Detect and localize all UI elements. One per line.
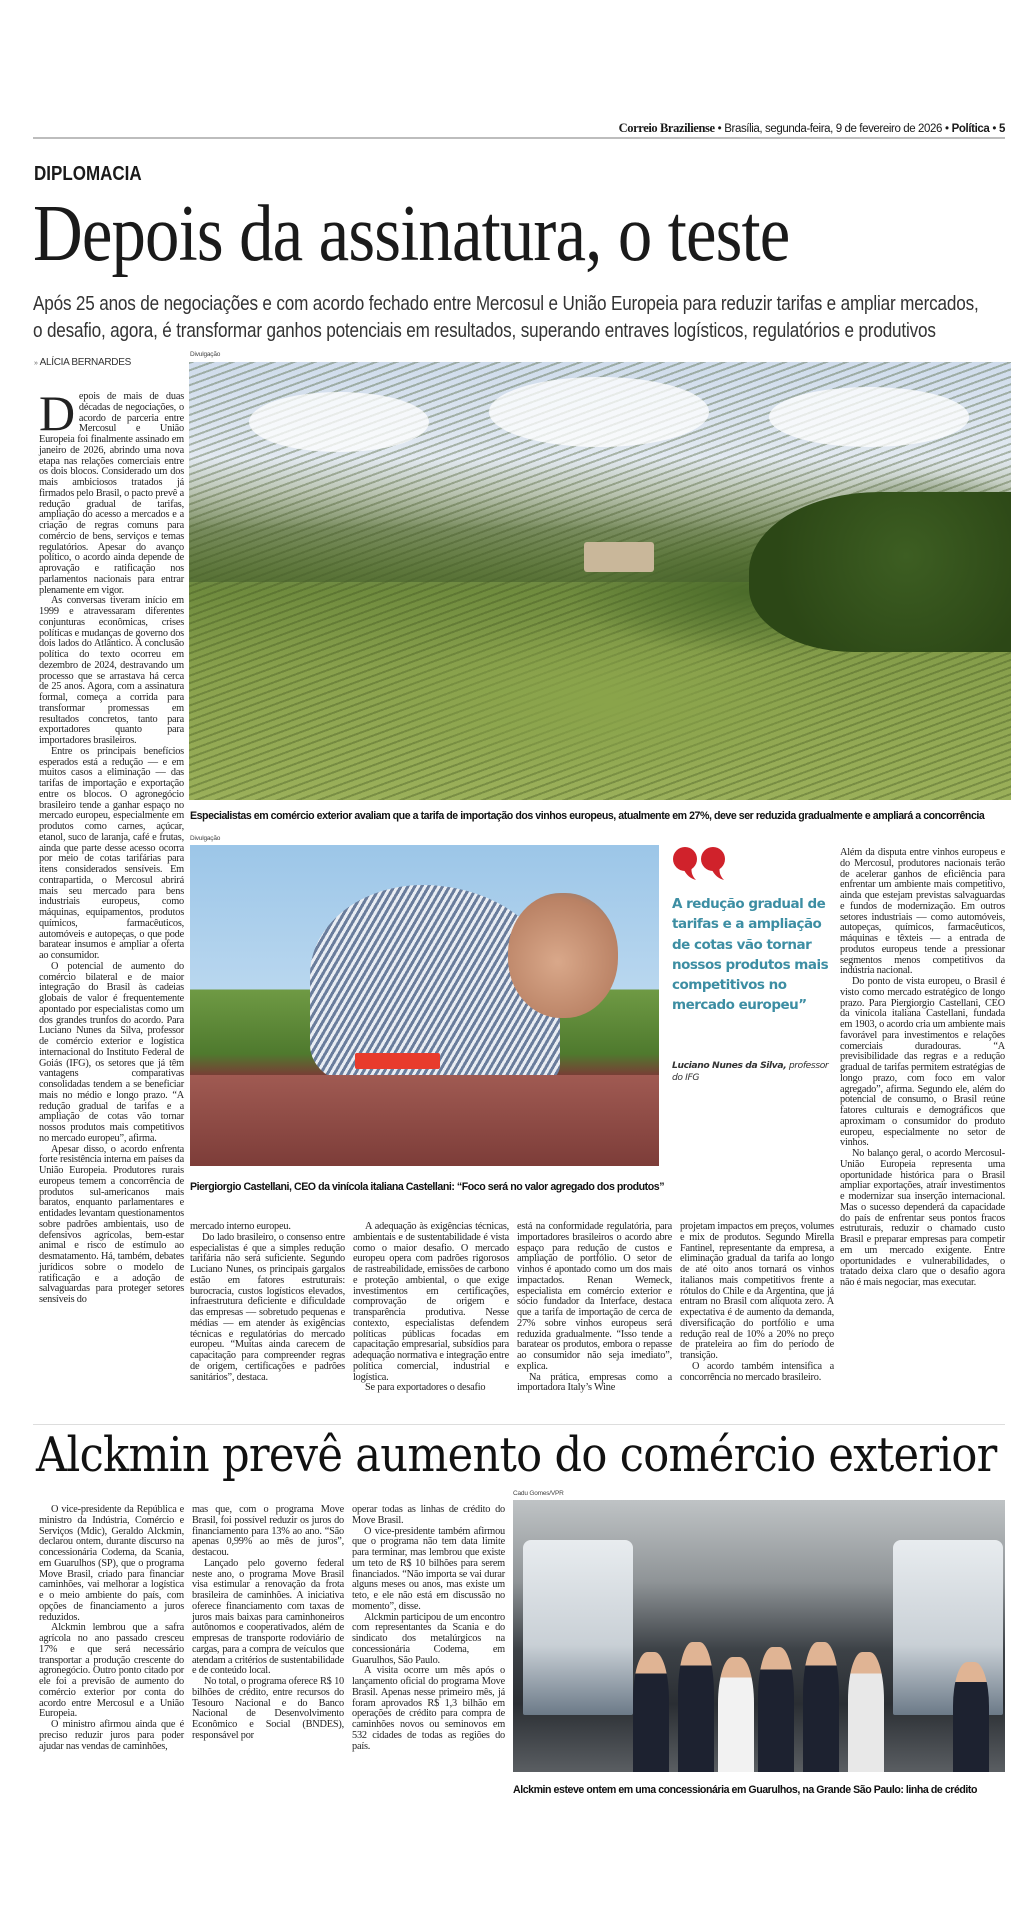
article-column (680, 1222, 834, 1415)
paragraph: mas que, com o programa Move Brasil, foi possível reduzir os juros do financiamento para 13% ao ano. “São apenas 0,99% ao mês de juros”, destacou. (192, 1504, 344, 1558)
paragraph: projetam impactos em preços, volumes e mix de produtos. Segundo Mirella Fantinel, representante da empresa, a eliminação gradual da tarifa ao longo de até oito anos tornará os vinhos italianos mais competitivos frente a rótulos do Chile e da Argentina, que já entram no Brasil com alíquota zero. A expectativa é de aumento da demanda, diversificação do portfólio e uma redução real de 10% a 20% no preço de prateleira ao fim do período de transição. (680, 1221, 834, 1361)
newspaper-name: Correio Braziliense (618, 121, 715, 135)
subheadline-line: Após 25 anos de negociações e com acordo fechado entre Mercosul e União Europeia para reduzir tarifas e ampliar mercados, (33, 292, 979, 315)
author-name: ALÍCIA BERNARDES (39, 357, 131, 368)
drop-cap: D (39, 385, 75, 441)
paragraph: O ministro afirmou ainda que é preciso reduzir juros para poder ajudar nas vendas de caminhões, (39, 1719, 184, 1752)
bullet: • (717, 123, 722, 135)
article-column (39, 1504, 184, 1752)
paragraph: O vice-presidente também afirmou que o programa não tem data limite para terminar, mas lembrou que existe um teto de R$ 10 bilhões para serem financiados. “Não importa se vai durar alguns meses ou anos, mas existe um teto, e ele não está em discussão no momento”, disse. (352, 1525, 505, 1612)
dateline: Brasília, segunda-feira, 9 de fevereiro de 2026 (724, 123, 943, 135)
paragraph: A visita ocorre um mês após o lançamento oficial do programa Move Brasil. Apenas nesse primeiro mês, já foram aprovados R$ 1,3 bilhão em operações de crédito para compra de caminhões novos ou seminovos em 532 cidades de todas as regiões do país. (352, 1665, 505, 1752)
quote-marks-icon (672, 846, 732, 882)
paragraph-text: epois de mais de duas décadas de negociações, o acordo de parceria entre Mercosul e União Europeia foi finalmente assinado em janeiro de 2026, abrindo uma nova etapa nas relações comerciais entre os dois blocos. Considerado um dos mais ambiciosos tratados já firmados pelo Brasil, o pacto prevê a redução gradual de tarifas, ampliação do acesso a mercados e a criação de regras comuns para comércio de bens, serviços e temas regulatórios. Apesar do avanço político, o acordo ainda depende de aprovação e ratificação nos parlamentos nacionais para entrar plenamente em vigor. (39, 391, 184, 596)
paragraph: Se para exportadores o desafio (365, 1382, 486, 1394)
section-kicker: DIPLOMACIA (34, 163, 142, 185)
article-column (353, 1222, 509, 1415)
section-name: Política (951, 123, 990, 135)
paragraph: O potencial de aumento do comércio bilateral e de maior integração do Brasil às cadeias globais de valor é frequentemente apontado por especialistas como um dos grandes trunfos do acordo. Para Luciano Nunes da Silva, professor de comércio exterior e logística internacional do Instituto Federal de Goiás (IFG), os setores que já têm vantagens comparativas consolidadas tendem a se beneficiar mais no médio e longo prazo. “A redução gradual de tarifas e a ampliação de cotas vão tornar nossos produtos mais competitivos no mercado europeu”, afirma. (39, 960, 184, 1144)
paragraph (39, 385, 184, 596)
paragraph: No total, o programa oferece R$ 10 bilhões de crédito, entre recursos do Tesouro Nacional e do Banco Nacional de Desenvolvimento Econômico e Social (BNDES), responsável por (192, 1676, 344, 1741)
quote-role: professor do IFG (672, 1060, 829, 1083)
header-rule (33, 137, 1005, 139)
byline-marker-icon: » (34, 360, 38, 367)
paragraph: operar todas as linhas de crédito do Move Brasil. (352, 1504, 505, 1526)
article-column (517, 1222, 672, 1415)
pull-quote-attribution (672, 1060, 832, 1084)
paragraph: As conversas tiveram início em 1999 e atravessaram diferentes conjunturas econômicas, crises políticas e mudanças de governo dos dois lados do Atlântico. A conclusão política do texto ocorreu em dezembro de 2024, destravando um processo que se arrastava há cerca de 25 anos. Agora, com a assinatura formal, começa a corrida para transformar promessas em resultados concretos, tanto para exportadores quanto para importadores brasileiros. (39, 595, 184, 746)
page-number: 5 (999, 123, 1005, 135)
paragraph: Além da disputa entre vinhos europeus e do Mercosul, produtores nacionais terão de acelerar ganhos de eficiência para enfrentar um ambiente mais competitivo, ainda que estejam previstas salvaguardas e fundos de modernização. Em outros setores industriais — como automóveis, autopeças, químicos, farmacêuticos, máquinas e têxteis — a entrada de produtos europeus tende a pressionar segmentos menos competitivos da indústria nacional. (840, 847, 1005, 977)
paragraph: A adequação às exigências técnicas, ambientais e de sustentabilidade é vista como o maior desafio. O mercado europeu opera com padrões rigorosos de rastreabilidade, emissões de carbono e proteção ambiental, o que exige investimentos em certificações, comprovação de origem e transparência produtiva. Nesse contexto, especialistas defendem políticas públicas focadas em capacitação empresarial, subsídios para adequação normativa e integração entre política comercial, industrial e logística. (353, 1221, 509, 1383)
paragraph: No balanço geral, o acordo Mercosul-União Europeia representa uma oportunidade histórica para o Brasil ampliar exportações, atrair investimentos e modernizar sua inserção internacional. Mas o sucesso dependerá da capacidade do país de enfrentar seus pontos fracos estruturais, reduzir o chamado custo Brasil e preparar empresas para competir em um mercado exigente. Entre oportunidades e vulnerabilidades, o tratado deixa claro que o desafio agora não é mais negociar, mas executar. (840, 1148, 1005, 1288)
article-column (192, 1504, 344, 1741)
byline (34, 357, 131, 368)
paragraph: O vice-presidente da República e ministro da Indústria, Comércio e Serviços (Mdic), Geraldo Alckmin, declarou ontem, durante discurso na concessionária Codema, da Scania, em Guarulhos (SP), que o programa Move Brasil, criado para financiar caminhões, vai melhorar a logística e o meio ambiente do país, com opções de financiamento a juros reduzidos. (39, 1504, 184, 1623)
article-column (840, 848, 1005, 1392)
paragraph: mercado interno europeu. (190, 1221, 291, 1232)
trucks-photo (513, 1500, 1005, 1772)
paragraph: Do lado brasileiro, o consenso entre especialistas é que a simples redução tarifária não será suficiente. Segundo Luciano Nunes, os principais gargalos estão em fatores estruturais: burocracia, custos logísticos elevados, infraestrutura deficiente e dificuldade das empresas — sobretudo pequenas e médias — em atender às exigências técnicas e regulatórias do mercado europeu. “Muitas ainda carecem de capacitação para compreender regras de origem, certificações e padrões sanitários”, destaca. (190, 1231, 345, 1383)
photo-caption: Especialistas em comércio exterior avaliam que a tarifa de importação dos vinhos europeus, atualmente em 27%, deve ser reduzida gradualmente e ampliará a concorrência (190, 810, 985, 822)
photo-credit: Divulgação (190, 351, 221, 358)
pull-quote: A redução gradual de tarifas e a ampliação de cotas vão tornar nossos produtos mais competitivos no mercado europeu” (672, 896, 829, 1014)
paragraph: Apesar disso, o acordo enfrenta forte resistência interna em países da União Europeia. Produtores rurais europeus temem a concorrência de produtos sul-americanos mais baratos, enquanto parlamentares e entidades levantam questionamentos sobre padrões ambientais, uso de defensivos agrícolas, bem-estar animal e risco de estímulo ao desmatamento. Há, também, debates jurídicos sobre o modelo de ratificação e a adoção de salvaguardas para proteger setores sensíveis do (39, 1143, 184, 1305)
paragraph: O acordo também intensifica a concorrência no mercado brasileiro. (680, 1360, 834, 1383)
photo-credit: Divulgação (190, 835, 221, 842)
photo-credit: Cadu Gomes/VPR (513, 1490, 564, 1497)
article-column (190, 1222, 345, 1415)
photo-caption: Piergiorgio Castellani, CEO da vinícola italiana Castellani: “Foco será no valor agregado dos produtos” (190, 1181, 665, 1193)
bullet: • (945, 123, 949, 135)
castellani-photo (190, 845, 659, 1166)
headline: Alckmin prevê aumento do comércio exterior (36, 1427, 997, 1483)
vineyard-photo (189, 362, 1011, 800)
paragraph: Na prática, empresas como a importadora Italy’s Wine (517, 1371, 672, 1394)
subheadline-line: o desafio, agora, é transformar ganhos potenciais em resultados, superando entraves logísticos, regulatórios e produtivos (33, 319, 936, 342)
article-column (352, 1504, 505, 1752)
paragraph: Do ponto de vista europeu, o Brasil é visto como mercado estratégico de longo prazo. Para Piergiorgio Castellani, CEO da vinícola italiana Castellani, fundada em 1903, o acordo cria um ambiente mais favorável para investimentos e relações comerciais duradouras. “A previsibilidade das regras e a redução gradual de tarifas permitem estratégias de longo prazo, com foco em valor agregado”, afirma. Segundo ele, além do potencial de consumo, o Brasil reúne fatores culturais e demográficos que aproximam o consumidor do produto europeu, especialmente no setor de vinhos. (840, 976, 1005, 1149)
subheadline (33, 290, 993, 344)
paragraph: Lançado pelo governo federal neste ano, o programa Move Brasil visa estimular a renovação da frota brasileira de caminhões. A iniciativa oferece financiamento com taxas de juros mais baixas para caminhoneiros autônomos e cooperativados, além de empresas de transporte rodoviário de cargas, para a compra de veículos que atendam a critérios de sustentabilidade e de conteúdo local. (192, 1557, 344, 1677)
paragraph: Alckmin lembrou que a safra agrícola no ano passado cresceu 17% e que será necessário transportar a produção crescente do agronegócio. Outro ponto citado por ele foi a previsão de aumento do comércio exterior por conta do acordo entre Mercosul e a União Europeia. (39, 1622, 184, 1720)
bullet: • (992, 123, 996, 135)
article-column (39, 385, 184, 1412)
page-header (619, 121, 1005, 136)
headline: Depois da assinatura, o teste (33, 190, 790, 278)
quote-author: Luciano Nunes da Silva, (672, 1060, 787, 1071)
photo-caption: Alckmin esteve ontem em uma concessionária em Guarulhos, na Grande São Paulo: linha de crédito (513, 1784, 977, 1796)
paragraph: está na conformidade regulatória, para importadores brasileiros o acordo abre espaço para redução de custos e ampliação de portfólio. O setor de vinhos é apontado como um dos mais impactados. Renan Wemeck, especialista em comércio exterior e sócio fundador da Interface, destaca que a tarifa de importação de cerca de 27% sobre vinhos europeus será reduzida gradualmente. “Isso tende a baratear os produtos, embora o repasse ao consumidor não seja imediato”, explica. (517, 1221, 672, 1372)
paragraph: Entre os principais benefícios esperados está a redução — e em muitos casos a eliminação — das tarifas de importação e exportação entre os blocos. O agronegócio brasileiro tende a ganhar espaço no mercado europeu, especialmente em produtos como carnes, açúcar, etanol, suco de laranja, café e frutas, ainda que parte desse acesso ocorra por meio de cotas tarifárias para itens considerados sensíveis. Em contrapartida, o Mercosul abrirá mais seu mercado para bens industriais europeus, como máquinas, equipamentos, produtos químicos, farmacêuticos, automóveis e autopeças, o que pode baratear insumos e ampliar a oferta ao consumidor. (39, 745, 184, 961)
paragraph: Alckmin participou de um encontro com representantes da Scania e do sindicato dos metalúrgicos na concessionária Codema, em Guarulhos, São Paulo. (352, 1611, 505, 1666)
